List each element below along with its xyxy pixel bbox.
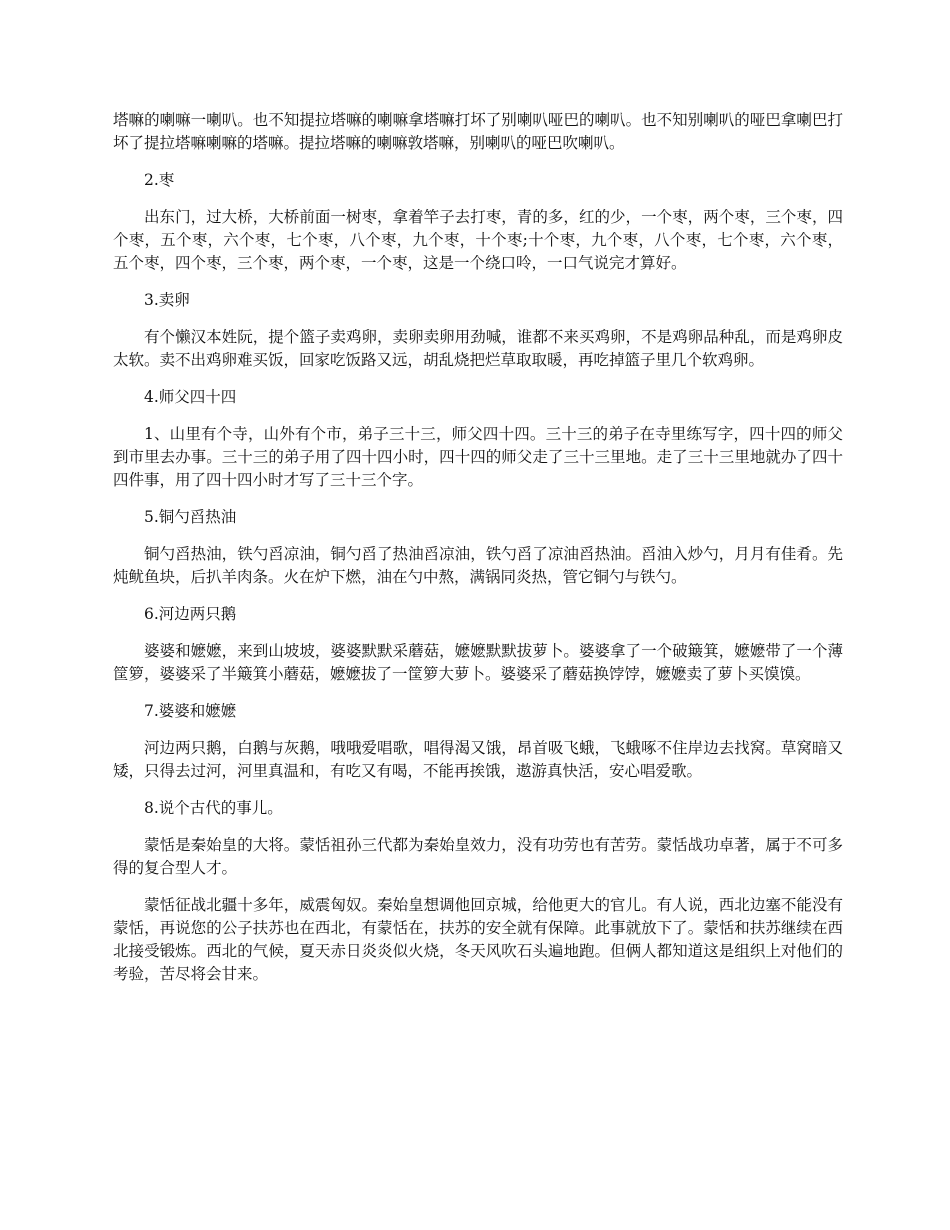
section-heading-4: 4.师父四十四 (144, 388, 237, 406)
paragraph-6: 婆婆和嬷嬷，来到山坡坡，婆婆默默采蘑菇，嬷嬷默默拔萝卜。婆婆拿了一个破簸箕，嬷嬷带了一个薄筐箩，婆婆采了半簸箕小蘑菇，嬷嬷拔了一筐箩大萝卜。婆婆采了蘑菇换饽饽，嬷嬷卖了萝卜买馍馍。 (113, 642, 843, 683)
section-heading-6: 6.河边两只鹅 (144, 605, 237, 623)
document-body (113, 109, 843, 1000)
paragraph-2: 出东门，过大桥，大桥前面一树枣，拿着竿子去打枣，青的多，红的少，一个枣，两个枣，三个枣，四个枣，五个枣，六个枣，七个枣，八个枣，九个枣，十个枣;十个枣，九个枣，八个枣，七个枣，六个枣，五个枣，四个枣，三个枣，两个枣，一个枣，这是一个绕口呤，一口气说完才算好。 (113, 208, 843, 272)
paragraph-5: 铜勺舀热油，铁勺舀凉油，铜勺舀了热油舀凉油，铁勺舀了凉油舀热油。舀油入炒勺，月月有佳肴。先炖鱿鱼块，后扒羊肉条。火在炉下燃，油在勺中熬，满锅同炎热，管它铜勺与铁勺。 (113, 545, 843, 586)
paragraph-intro: 塔嘛的喇嘛一喇叭。也不知提拉塔嘛的喇嘛拿塔嘛打坏了别喇叭哑巴的喇叭。也不知别喇叭的哑巴拿喇巴打坏了提拉塔嘛喇嘛的塔嘛。提拉塔嘛的喇嘛敦塔嘛，别喇叭的哑巴吹喇叭。 (113, 111, 843, 152)
section-heading-3: 3.卖卵 (144, 291, 190, 309)
paragraph-8b: 蒙恬征战北疆十多年，威震匈奴。秦始皇想调他回京城，给他更大的官儿。有人说，西北边塞不能没有蒙恬，再说您的公子扶苏也在西北，有蒙恬在，扶苏的安全就有保障。此事就放下了。蒙恬和扶苏继续在西北接受锻炼。西北的气候，夏天赤日炎炎似火烧，冬天风吹石头遍地跑。但俩人都知道这是组织上对他们的考验，苦尽将会甘来。 (113, 896, 843, 983)
section-heading-7: 7.婆婆和嬷嬷 (144, 702, 237, 720)
section-heading-8: 8.说个古代的事儿。 (144, 799, 283, 817)
paragraph-3: 有个懒汉本姓阮，提个篮子卖鸡卵，卖卵卖卵用劲喊，谁都不来买鸡卵，不是鸡卵品种乱，而是鸡卵皮太软。卖不出鸡卵难买饭，回家吃饭路又远，胡乱烧把烂草取取暖，再吃掉篮子里几个软鸡卵。 (113, 328, 843, 369)
section-heading-2: 2.枣 (144, 171, 175, 189)
section-heading-5: 5.铜勺舀热油 (144, 508, 237, 526)
paragraph-7: 河边两只鹅，白鹅与灰鹅，哦哦爱唱歌，唱得渴又饿，昂首吸飞蛾，飞蛾啄不住岸边去找窝。草窝暗又矮，只得去过河，河里真温和，有吃又有喝，不能再挨饿，遨游真快活，安心唱爱歌。 (113, 739, 843, 780)
paragraph-8a: 蒙恬是秦始皇的大将。蒙恬祖孙三代都为秦始皇效力，没有功劳也有苦劳。蒙恬战功卓著，属于不可多得的复合型人才。 (113, 836, 843, 877)
paragraph-4: 1、山里有个寺，山外有个市，弟子三十三，师父四十四。三十三的弟子在寺里练写字，四十四的师父到市里去办事。三十三的弟子用了四十四小时，四十四的师父走了三十三里地。走了三十三里地就办了四十四件事，用了四十四小时才写了三十三个字。 (113, 425, 843, 489)
